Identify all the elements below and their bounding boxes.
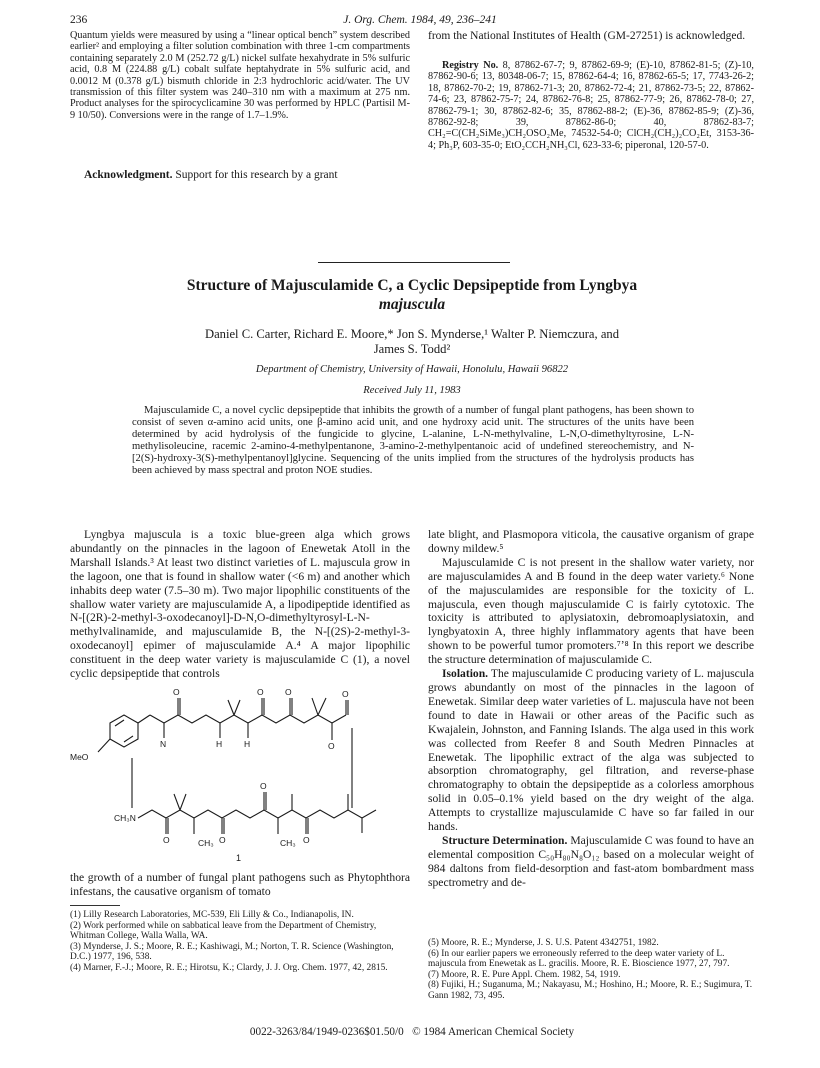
authors-line-1: Daniel C. Carter, Richard E. Moore,* Jon S. Mynderse,¹ Walter P. Niemczura, and — [204, 327, 620, 341]
footnote-8: (8) Fujiki, H.; Suganuma, M.; Nakayasu, M.; Hoshino, H.; Moore, R. E.; Sugimura, T. Gann 1982, 73, 495. — [428, 980, 753, 1001]
footnote-7: (7) Moore, R. E. Pure Appl. Chem. 1982, 54, 1919. — [428, 969, 621, 980]
amide-n-1: N — [160, 739, 167, 749]
acknowledgment — [70, 169, 410, 183]
left-column-para-1 — [70, 528, 410, 681]
compound-number: 1 — [236, 853, 242, 863]
carbonyl-o-8: O — [260, 781, 267, 791]
registry-numbers — [428, 60, 754, 151]
right-para-1: late blight, and Plasmopora viticola, the causative organism of grape downy mildew.⁵ — [428, 528, 754, 555]
right-para-2: Majusculamide C is not present in the shallow water variety, nor are majusculamides A and B found in the deep water variety.⁶ None of the majusculamides are responsible for the toxicity of L. majuscula, even though majusculamide C is fairly cytotoxic. The toxicity is attributed to aplysiatoxin, debromoaplysiatoxin, and lyngbyatoxin A, three highly inflammatory agents that have been shown to be powerful tumor promoters.⁷ʼ⁸ In this report we describe the structure determination of majusculamide C. — [428, 555, 754, 667]
title-line-2: majuscula — [378, 296, 446, 313]
registry-label: Registry No. — [442, 60, 499, 71]
footnotes-right — [428, 938, 754, 1002]
isolation-text: The majusculamide C producing variety of L. majuscula grows abundantly on most of the pinnacles in the lagoon of Enewetak. Similar deep water varieties of L. majuscula have not been found to date in Hawaii or other areas of the Pacific such as Kwajalein, Johnston, and Fanning Islands. The alga used in this work was collected from Reefer 8 and South Medren Pinnacles at Enewetak. The lipophilic extract of the alga was subjected to absorption chromatography, gel filtration, and reverse-phase chromatography to obtain the depsipeptide as a colorless amorphous solid in 0.05–0.1% yield based on the dry weight of the alga. Attempts to crystallize majusculamide C have so far failed in our hands. — [428, 667, 754, 834]
right-column — [428, 528, 754, 890]
structure-heading: Structure Determination. — [442, 833, 568, 847]
majusculamide-c-structure — [70, 668, 410, 848]
page-footer — [70, 1026, 754, 1038]
article-title — [70, 276, 754, 314]
footnotes-left — [70, 910, 410, 974]
footnote-rule — [70, 905, 120, 906]
left-column-para-2 — [70, 871, 410, 899]
registry-text: 8, 87862-67-7; 9, 87862-69-9; (E)-10, 87862-81-5; (Z)-10, 87862-90-6; 13, 80348-06-7; 15, 87862-64-4; 16, 87862-65-5; 17, 7743-26-2; 18, 87862-70-2; 19, 87862-71-3; 20, 87862-72-4; 21, 87862-73-5; 22, 87862-74-6; 23, 87862-75-7; 24, 87862-76-8; 25, 87862-77-9; 26, 87862-78-0; 27, 87862-79-1; 30, 87862-82-6; 35, 87862-88-2; (E)-36, 87862-85-9; (Z)-36, 87862-92-8; 39, 87862-86-0; 40, 87862-83-7; CH₂=C(CH₂SiMe₃)CH₂OSO₂Me, 74532-54-0; ClCH₂(CH₂)₂CO₂Et, 3153-36-4; Ph₃P, 603-35-0; EtO₂CCH₂NH₃Cl, 623-33-6; piperonal, 120-57-0. — [428, 60, 754, 151]
carbonyl-o-3: O — [285, 687, 292, 697]
structure-section — [428, 834, 754, 890]
benzene-ring — [110, 715, 138, 747]
copyright: © 1984 American Chemical Society — [412, 1026, 575, 1038]
footnote-6: (6) In our earlier papers we erroneously referred to the deep water variety of L. majuscula from Enewetak as L. gracilis. Moore, R. E. Bioscience 1977, 27, 797. — [428, 948, 730, 970]
structure-text: Majusculamide C was found to have an elemental composition C₅₀H₈₀N₈O₁₂ based on a molecular weight of 984 daltons from field-desorption and fast-atom bombardment mass spectrometry and de- — [428, 833, 754, 889]
n-methyl-label: CH₃N — [114, 813, 136, 823]
acknowledgment-text: Support for this research by a grant — [172, 169, 338, 181]
isolation-heading: Isolation. — [442, 667, 489, 681]
footnote-2: (2) Work performed while on sabbatical leave from the Department of Chemistry, Whitman College, Walla Walla, WA. — [70, 920, 377, 942]
amide-h-2: H — [244, 739, 251, 749]
carbonyl-o-4: O — [342, 689, 349, 699]
top-left-text — [70, 30, 410, 121]
continuation-paragraph: the growth of a number of fungal plant pathogens such as Phytophthora infestans, the causative organism of tomato — [70, 871, 410, 898]
methoxy-label: MeO — [70, 752, 89, 762]
section-divider — [318, 262, 510, 263]
footnote-4: (4) Marner, F.-J.; Moore, R. E.; Hirotsu, K.; Clardy, J. J. Org. Chem. 1977, 42, 2815. — [70, 962, 388, 973]
title-line-1: Structure of Majusculamide C, a Cyclic Depsipeptide from Lyngbya — [186, 277, 638, 294]
amide-h-1: H — [216, 739, 223, 749]
intro-paragraph: Lyngbya majuscula is a toxic blue-green alga which grows abundantly on the pinnacles in the lagoon of Enewetak Atoll in the Marshall Islands.³ At least two distinct varieties of L. majuscula grow in the lagoon, one that is found in shallow water (<6 m) and another which inhabits deep water (7.5–30 m). Two major lipophilic constituents of the shallow water variety are majusculamide A, a lipodipeptide identified as N-[(2R)-2-methyl-3-oxodecanoyl]-D-N,O-dimethyltyrosyl-L-N-methylvalinamide, and majusculamide B, the N-[(2S)-2-methyl-3-oxodecanoyl] epimer of majusculamide A.⁴ A major lipophilic constituent in the deep water variety is majusculamide C (1), a novel cyclic depsipeptide that controls — [70, 528, 410, 681]
journal-header: J. Org. Chem. 1984, 49, 236–241 — [343, 14, 497, 26]
acknowledgment-label: Acknowledgment. — [84, 169, 173, 181]
footnote-5: (5) Moore, R. E.; Mynderse, J. S. U.S. Patent 4342751, 1982. — [428, 938, 659, 948]
journal-code: 0022-3263/84/1949-0236$01.50/0 — [249, 1026, 404, 1038]
carbonyl-o-5: O — [163, 835, 170, 845]
footnote-1: (1) Lilly Research Laboratories, MC-539, Eli Lilly & Co., Indianapolis, IN. — [70, 910, 354, 920]
affiliation: Department of Chemistry, University of Hawaii, Honolulu, Hawaii 96822 — [255, 364, 569, 375]
page-number: 236 — [70, 14, 88, 26]
acknowledgment-continuation: from the National Institutes of Health (GM-27251) is acknowledged. — [428, 30, 746, 42]
authors — [70, 327, 754, 357]
methyl-label-b: CH₃ — [280, 838, 296, 848]
carbonyl-o-1: O — [173, 687, 180, 697]
authors-line-2: James S. Todd² — [373, 342, 451, 356]
footnote-3: (3) Mynderse, J. S.; Moore, R. E.; Kashiwagi, M.; Norton, T. R. Science (Washington, D.C.) 1977, 196, 538. — [70, 941, 394, 963]
received-date: Received July 11, 1983 — [363, 385, 461, 396]
carbonyl-o-2: O — [257, 687, 264, 697]
abstract: Majusculamide C, a novel cyclic depsipeptide that inhibits the growth of a number of fungal plant pathogens, has been shown to consist of seven α-amino acid units, one β-amino acid unit, and one hydroxy acid unit. The structures of the units have been determined by acid hydrolysis of the fungicide to glycine, L-alanine, L-N-methylvaline, L-N,O-dimethyltyrosine, L-N-methylisoleucine, racemic 2-amino-4-methylpentanone, 3-amino-2-methylpentanoic acid of undefined stereochemistry, and N-[2(S)-hydroxy-3(S)-methylpentanoyl]glycine. Sequencing of the units implied from the structures of the hydrolysis products has been achieved by mass spectral and proton NOE studies. — [132, 405, 694, 476]
isolation-section — [428, 667, 754, 834]
quantum-yield-text: Quantum yields were measured by using a “linear optical bench” system described earlier² and employing a filter solution combination with three 1-cm compartments containing separately 2.0 M (252.72 g/L) nickel sulfate hexahydrate in 5% sulfuric acid, 0.8 M (224.88 g/L) cobalt sulfate heptahydrate in 5% sulfuric acid, and 0.0012 M (0.378 g/L) bismuth chloride in 2:3 hydrochloric acid/water. The UV transmission of this filter system was 240–310 nm with a maximum at 275 nm. Product analyses for the spirocyclicamine 30 was performed by HPLC (Partisil M-9 10/50). Conversions were in the range of 1.7–1.9%. — [70, 30, 410, 121]
ester-o: O — [328, 741, 335, 751]
methyl-label-a: CH₃ — [198, 838, 214, 848]
carbonyl-o-7: O — [303, 835, 310, 845]
carbonyl-o-6: O — [219, 835, 226, 845]
